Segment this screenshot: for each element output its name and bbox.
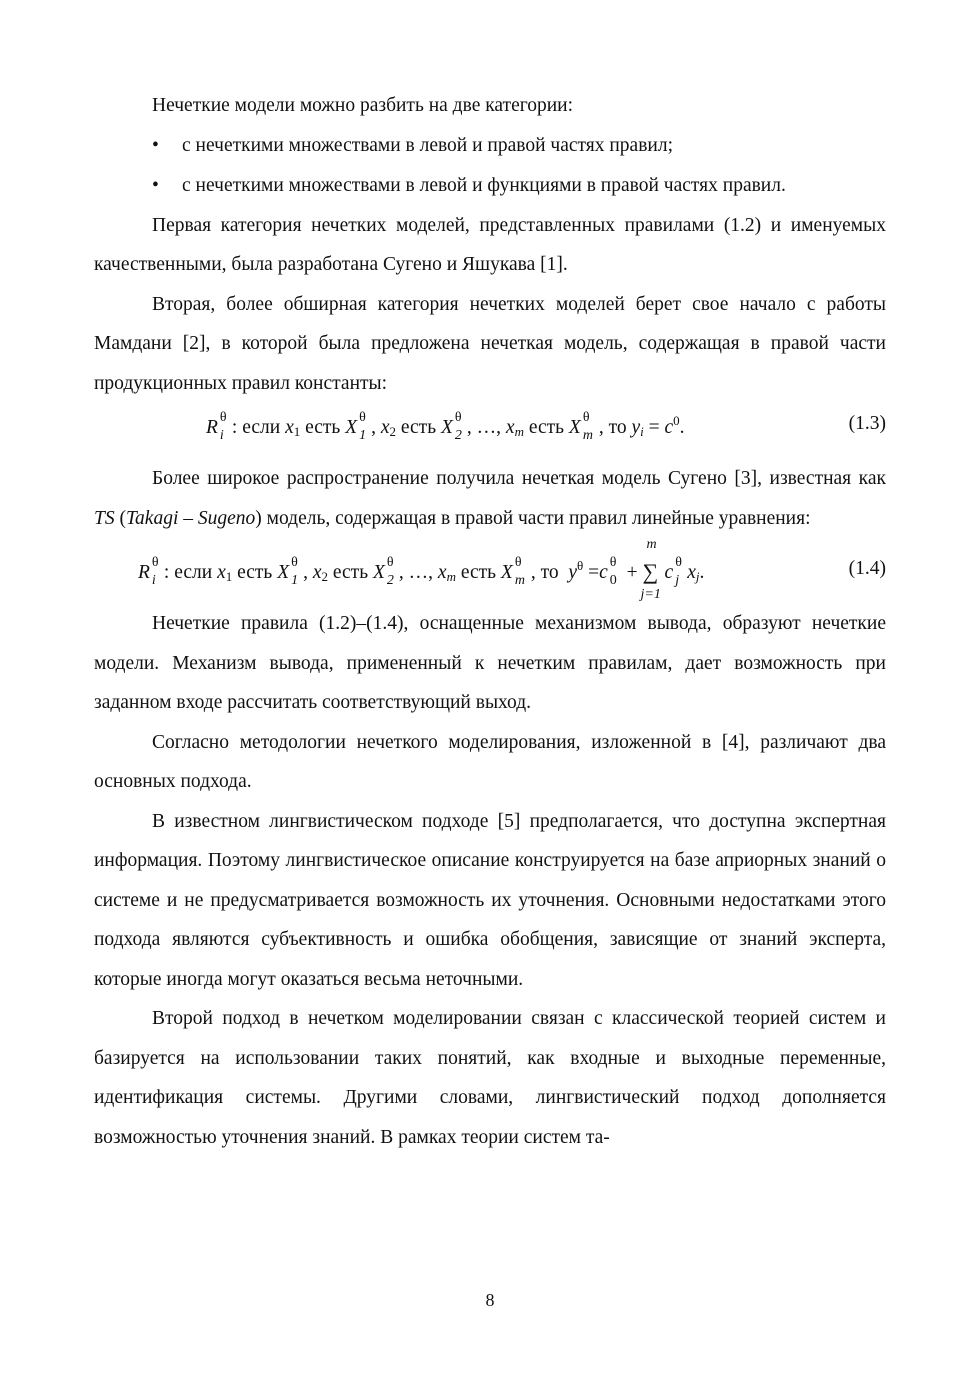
intro-paragraph: Нечеткие модели можно разбить на две категории: (152, 95, 574, 116)
bullet-dot-icon: • (152, 174, 159, 196)
paragraph-linguistic-approach: В известном лингвистическом подходе [5] предполагается, что доступна экспертная информация. Поэтому лингвистическое описание конструируется на базе априорных знаний о системе и не предусматривается возможность их уточнения. Основными недостатками этого подхода являются субъективность и ошибка обобщения, зависящие от знаний эксперта, которые иногда могут оказаться весьма неточными. (94, 810, 886, 990)
paragraph-second-category: Вторая, более обширная категория нечетких моделей берет свое начало с работы Мамдани [2], в которой была предложена нечеткая модель, содержащая в правой части продукционных правил константы: (94, 293, 886, 394)
equation-1-3 (94, 403, 886, 459)
paragraph-methodology: Согласно методологии нечеткого моделирования, изложенной в [4], различают два основных подхода. (94, 731, 886, 792)
equation-1-3-body: R θ i : если $x_1$ есть X θ 1 , $x_2$ есть X θ 2 , …, $x_m$ есть X θ m , то $y_i = c^0$. (206, 410, 685, 443)
paragraph-second-approach: Второй подход в нечетком моделировании связан с классической теорией систем и базируется на использовании таких понятий, как входные и выходные переменные, идентификация системы. Другими словами, лингвистический подход дополняется возможностью уточнения знаний. В рамках теории систем та- (94, 1008, 886, 1148)
bullet-item (94, 126, 886, 166)
summation-sign: ∑ m j=1 (640, 537, 661, 602)
paragraph-sugeno: Более широкое распространение получила нечеткая модель Сугено [3], известная как TS (Takagi – Sugeno) модель, содержащая в правой части правил линейные уравнения: (94, 468, 886, 529)
document-page (94, 86, 886, 1157)
bullet-text: с нечеткими множествами в левой и функциями в правой частях правил. (182, 174, 786, 196)
bullet-text: с нечеткими множествами в левой и правой частях правил; (182, 134, 674, 156)
page-number: 8 (485, 1290, 495, 1310)
paragraph-first-category: Первая категория нечетких моделей, представленных правилами (1.2) и именуемых качественными, была разработана Сугено и Яшукава [1]. (94, 214, 886, 275)
equation-1-4 (94, 538, 886, 604)
equation-number: (1.3) (848, 413, 886, 434)
equation-number: (1.4) (848, 558, 886, 579)
bullet-item (94, 166, 886, 206)
equation-1-4-body: R θ i : если $x_1$ есть X θ 1 , $x_2$ есть X θ 2 , …, $x_m$ есть X θ m , то $y^\theta =c$ θ 0 + ∑ m j=1 c θ j $x_j$. (138, 537, 705, 602)
bullet-dot-icon: • (152, 134, 159, 156)
paragraph-fuzzy-rules: Нечеткие правила (1.2)–(1.4), оснащенные механизмом вывода, образуют нечеткие модели. Механизм вывода, примененный к нечетким правилам, дает возможность при заданном входе рассчитать соответствующий выход. (94, 613, 886, 713)
